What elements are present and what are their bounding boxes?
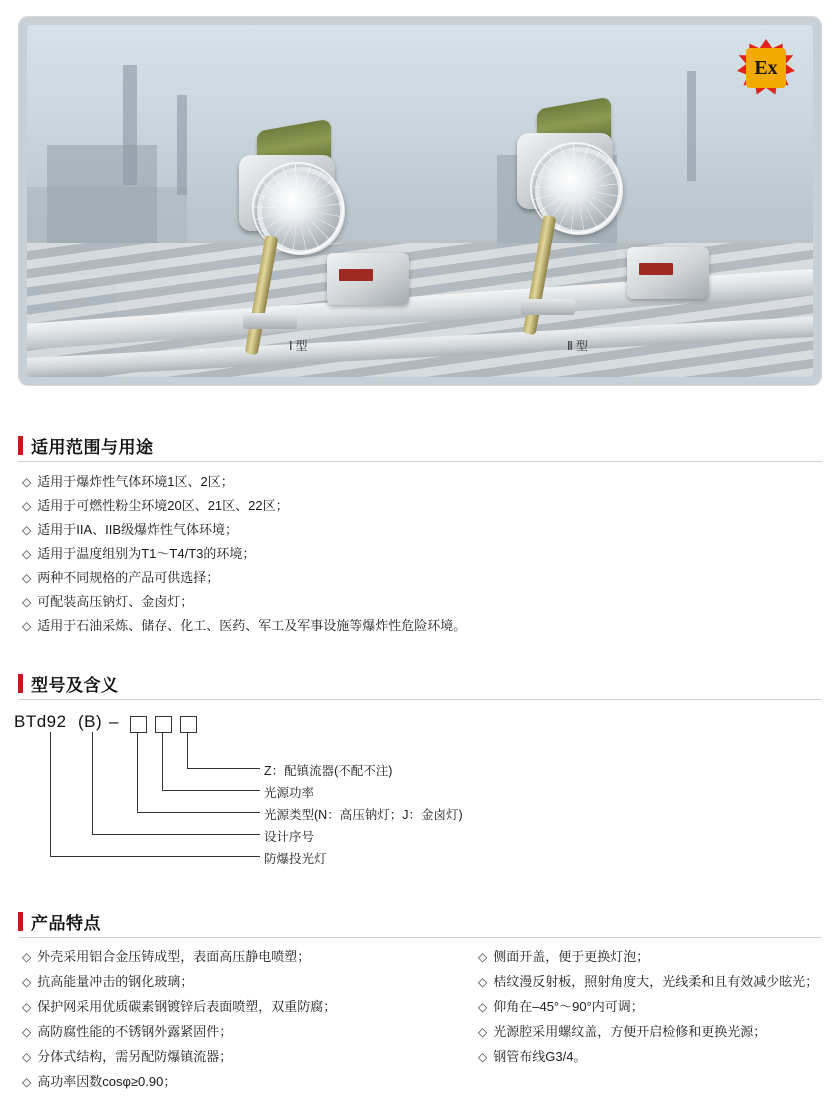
list-item [22, 999, 442, 1015]
model-code-paren: (B) [78, 712, 103, 731]
list-item-text: 适用于爆炸性气体环境1区、2区； [37, 474, 234, 489]
hero-photo [27, 25, 813, 377]
list-item [22, 949, 442, 965]
list-item-text: 可配装高压钠灯、金卤灯； [37, 594, 194, 609]
lamp-arm [523, 215, 557, 335]
lamp-base [243, 313, 297, 329]
diamond-icon: ◇ [22, 1050, 32, 1064]
diamond-icon: ◇ [22, 595, 32, 609]
list-item [478, 1024, 838, 1040]
list-item-text: 桔纹漫反射板，照射角度大，光线柔和且有效减少眩光； [493, 974, 819, 989]
list-item [22, 1049, 442, 1065]
list-item-text: 抗高能量冲击的钢化玻璃； [37, 974, 194, 989]
model-legend-2: 光源功率 [264, 786, 315, 800]
diamond-icon: ◇ [478, 1000, 488, 1014]
model-legend-5: 防爆投光灯 [264, 852, 327, 866]
diamond-icon: ◇ [478, 950, 488, 964]
list-item [22, 498, 812, 514]
section-divider [18, 461, 822, 462]
model-designation-diagram [14, 706, 820, 876]
diamond-icon: ◇ [22, 950, 32, 964]
junction-box [327, 253, 409, 305]
list-item-text: 高功率因数cosφ≥0.90； [37, 1074, 177, 1089]
section-title: 型号及含义 [31, 675, 119, 695]
junction-box-label [339, 269, 373, 281]
list-item [22, 1024, 442, 1040]
list-item-text: 仰角在–45°～90°内可调； [493, 999, 644, 1014]
list-item [22, 522, 812, 538]
list-item [22, 594, 812, 610]
leader-line-5 [50, 732, 260, 857]
section-title: 适用范围与用途 [31, 437, 154, 457]
caption-type-1: Ⅰ 型 [289, 339, 308, 353]
list-item-text: 适用于温度组别为T1～T4/T3的环境； [37, 546, 256, 561]
list-item-text: 侧面开盖，便于更换灯泡； [493, 949, 650, 964]
section-accent-bar [18, 436, 23, 455]
list-item [22, 974, 442, 990]
list-item [478, 974, 838, 990]
list-item-text: 外壳采用铝合金压铸成型，表面高压静电喷塑； [37, 949, 311, 964]
list-item [478, 1049, 838, 1065]
diamond-icon: ◇ [22, 475, 32, 489]
junction-box [627, 247, 709, 299]
caption-type-2: Ⅱ 型 [567, 339, 588, 353]
features-right-column [478, 949, 838, 1074]
model-box-2 [155, 716, 172, 733]
lamp-base [521, 299, 575, 315]
diamond-icon: ◇ [22, 547, 32, 561]
list-item-text: 高防腐性能的不锈钢外露紧固件； [37, 1024, 233, 1039]
model-box-3 [180, 716, 197, 733]
section-title: 产品特点 [31, 913, 101, 933]
diamond-icon: ◇ [22, 1025, 32, 1039]
list-item [22, 618, 812, 634]
scope-list [22, 474, 812, 642]
section-header-scope [18, 432, 822, 458]
list-item-text: 保护网采用优质碳素钢镀锌后表面喷塑，双重防腐； [37, 999, 337, 1014]
ex-certification-badge [737, 39, 795, 97]
list-item-text: 适用于石油采炼、储存、化工、医药、军工及军事设施等爆炸性危险环境。 [37, 618, 467, 633]
junction-box-label [639, 263, 673, 275]
model-code-dash: – [109, 712, 119, 731]
list-item [22, 1074, 442, 1090]
list-item-text: 分体式结构，需另配防爆镇流器； [37, 1049, 233, 1064]
section-accent-bar [18, 912, 23, 931]
list-item-text: 两种不同规格的产品可供选择； [37, 570, 220, 585]
diamond-icon: ◇ [22, 619, 32, 633]
diamond-icon: ◇ [22, 571, 32, 585]
diamond-icon: ◇ [22, 1075, 32, 1089]
model-legend-4: 设计序号 [264, 830, 315, 844]
section-header-model [18, 670, 822, 696]
section-accent-bar [18, 674, 23, 693]
list-item [478, 949, 838, 965]
list-item-text: 适用于可燃性粉尘环境20区、21区、22区； [37, 498, 289, 513]
list-item [22, 546, 812, 562]
section-divider [18, 699, 822, 700]
list-item [478, 999, 838, 1015]
product-hero-image [18, 16, 822, 386]
list-item [22, 474, 812, 490]
model-legend-3: 光源类型(N：高压钠灯；J：金卤灯) [264, 808, 463, 822]
diamond-icon: ◇ [478, 1050, 488, 1064]
section-divider [18, 937, 822, 938]
section-header-features [18, 908, 822, 934]
model-legend-1: Z：配镇流器(不配不注) [264, 764, 393, 778]
smokestack [123, 65, 137, 185]
diamond-icon: ◇ [22, 499, 32, 513]
diamond-icon: ◇ [22, 975, 32, 989]
list-item [22, 570, 812, 586]
diamond-icon: ◇ [478, 1025, 488, 1039]
list-item-text: 钢管布线G3/4。 [493, 1049, 587, 1064]
diamond-icon: ◇ [22, 523, 32, 537]
features-left-column [22, 949, 442, 1099]
diamond-icon: ◇ [478, 975, 488, 989]
model-code-prefix: BTd92 [14, 712, 67, 731]
model-box-1 [130, 716, 147, 733]
smokestack [177, 95, 187, 195]
ex-badge-text: Ex [746, 48, 786, 88]
diamond-icon: ◇ [22, 1000, 32, 1014]
list-item-text: 适用于IIA、IIB级爆炸性气体环境； [37, 522, 239, 537]
list-item-text: 光源腔采用螺纹盖，方便开启检修和更换光源； [493, 1024, 767, 1039]
